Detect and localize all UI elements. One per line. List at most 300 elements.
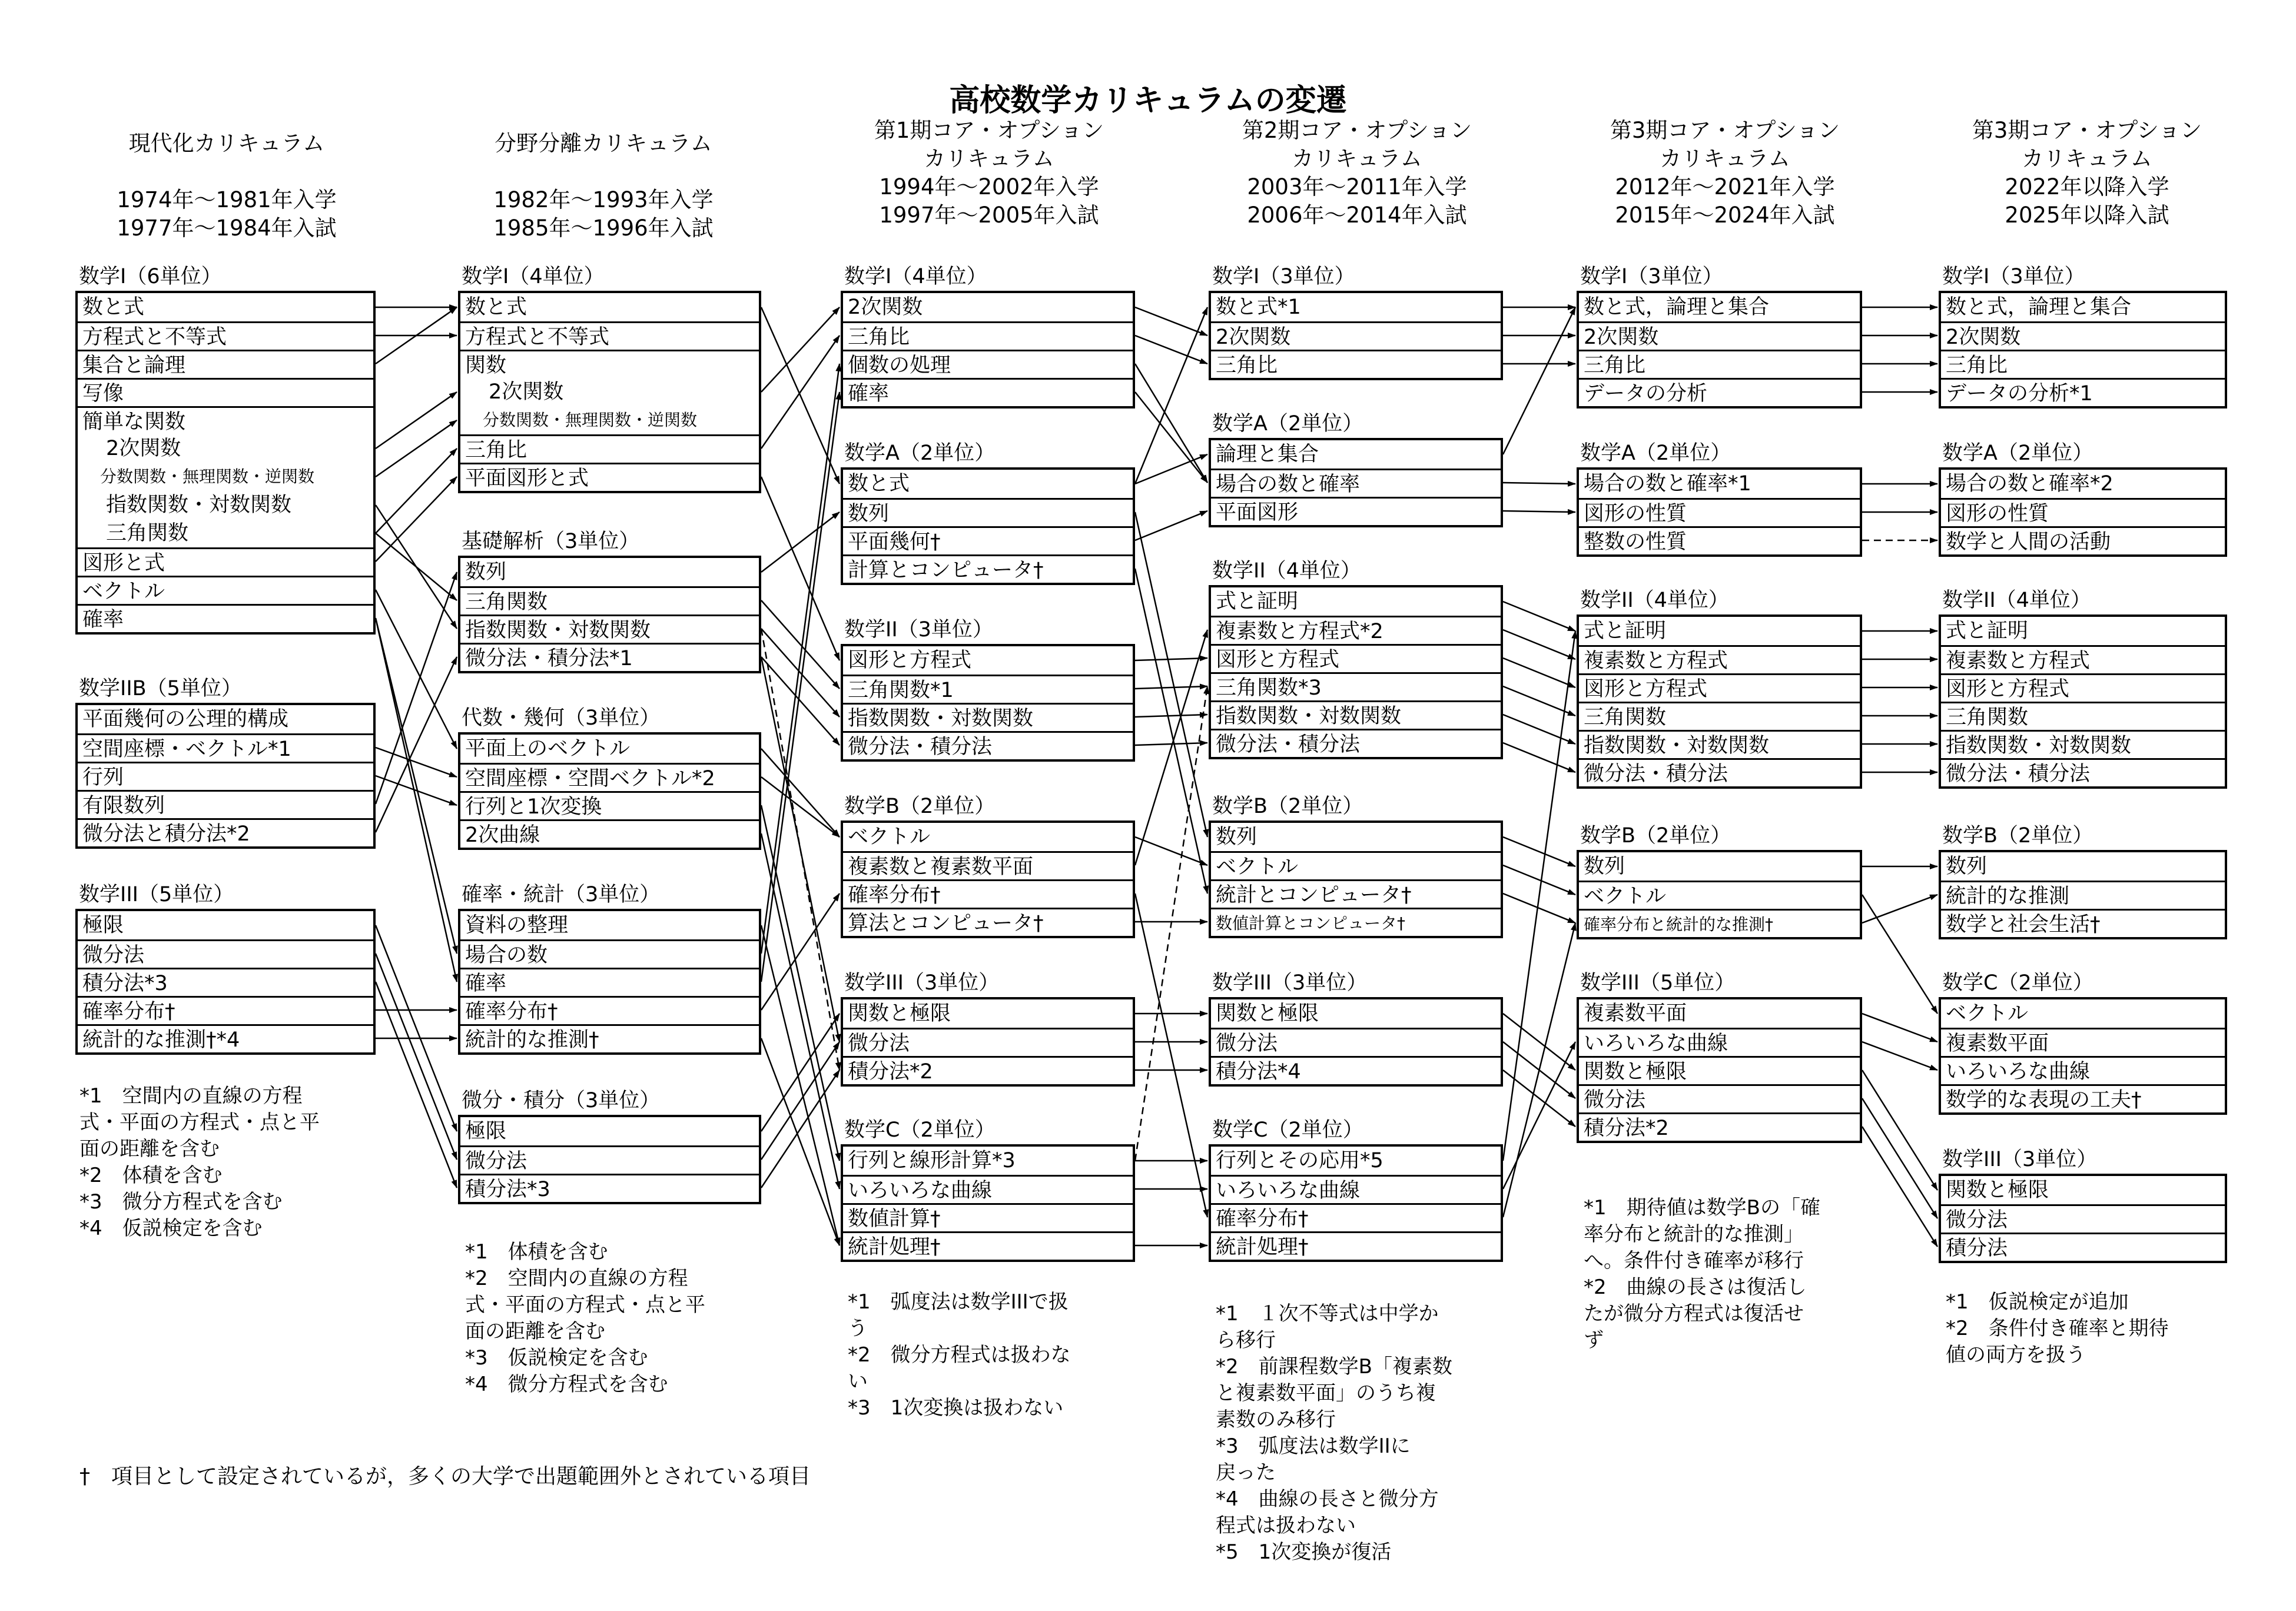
list-item: 方程式と不等式 xyxy=(460,321,759,350)
group-title: 数学III（3単位） xyxy=(1212,971,1368,995)
list-item: 指数関数・対数関数 xyxy=(1579,730,1860,758)
era-years: 2003年〜2011年入学 2006年〜2014年入試 xyxy=(1247,174,1467,228)
item-list xyxy=(1209,1144,1503,1262)
subject-group xyxy=(1577,822,1862,939)
list-item: 確率分布† xyxy=(460,996,759,1024)
item-list xyxy=(1939,467,2227,557)
list-item: 微分法と積分法*2 xyxy=(78,818,373,846)
era-name: 分野分離カリキュラム xyxy=(495,131,712,156)
list-item: 式と証明 xyxy=(1584,619,1667,643)
list-item: 平面幾何† xyxy=(843,526,1133,554)
list-item: 確率分布† xyxy=(1211,1203,1501,1231)
item-list xyxy=(458,732,761,850)
list-item: 数と式，論理と集合 xyxy=(1584,295,1770,319)
connector-arrow xyxy=(1135,686,1207,1161)
list-item: 三角比 xyxy=(1579,350,1860,378)
connector-arrow xyxy=(1135,658,1207,660)
subject-group xyxy=(75,675,376,849)
list-item: 三角比 xyxy=(843,321,1133,350)
connector-arrow xyxy=(761,336,840,449)
subject-group xyxy=(75,263,376,635)
group-title: 数学II（4単位） xyxy=(1580,589,1729,612)
list-item: 微分法 xyxy=(78,939,373,968)
item-list xyxy=(1577,291,1862,408)
connector-arrow xyxy=(1503,658,1575,687)
era-years: 1994年〜2002年入学 1997年〜2005年入試 xyxy=(879,174,1099,228)
group-title: 代数・幾何（3単位） xyxy=(462,706,661,730)
item-list xyxy=(1939,1174,2227,1263)
connector-arrow xyxy=(1135,686,1207,689)
list-item: 写像 xyxy=(78,378,373,406)
group-title: 数学A（2単位） xyxy=(1942,441,2093,465)
connector-arrow xyxy=(1135,715,1207,717)
item-list xyxy=(458,909,761,1055)
page-title: 高校数学カリキュラムの変遷 xyxy=(949,83,1347,118)
list-item: 複素数平面 xyxy=(1941,1028,2225,1056)
list-item: 数と式 xyxy=(848,472,910,496)
list-item: 数列 xyxy=(1216,825,1258,849)
list-item: 数と式，論理と集合 xyxy=(1946,295,2132,319)
subject-group xyxy=(1209,410,1503,527)
group-title: 数学B（2単位） xyxy=(1580,824,1731,848)
list-item: 三角関数 xyxy=(106,522,189,545)
connector-arrow xyxy=(1503,715,1575,744)
connector-arrow xyxy=(761,833,840,1189)
list-item: 行列 xyxy=(78,762,373,790)
list-item: 数学と人間の活動 xyxy=(1941,526,2225,554)
list-item: 分数関数・無理関数・逆関数 xyxy=(483,410,698,430)
list-item: いろいろな曲線 xyxy=(1941,1056,2225,1084)
item-list xyxy=(458,291,761,493)
era-name: 第2期コア・オプション カリキュラム xyxy=(1242,118,1472,171)
connector-arrow xyxy=(376,748,457,777)
subject-group xyxy=(458,704,761,850)
list-item: 複素数と複素数平面 xyxy=(843,851,1133,879)
list-item: 図形と方程式 xyxy=(848,649,972,672)
connector-arrow xyxy=(761,629,840,717)
list-item: ベクトル xyxy=(848,825,931,849)
group-title: 数学I（6単位） xyxy=(79,265,222,288)
list-item: 統計処理† xyxy=(1211,1231,1501,1260)
item-list xyxy=(841,821,1135,938)
list-item: 2次関数 xyxy=(1211,321,1501,350)
subject-group xyxy=(1209,1116,1503,1262)
list-item: 確率 xyxy=(843,378,1133,406)
connector-arrow xyxy=(376,533,457,600)
era-years: 1982年〜1993年入学 1985年〜1996年入試 xyxy=(493,187,714,241)
list-item: 複素数平面 xyxy=(1584,1002,1687,1025)
list-item: 積分法*2 xyxy=(1579,1112,1860,1141)
item-list xyxy=(841,997,1135,1087)
list-item: 方程式と不等式 xyxy=(78,321,373,350)
connector-arrow xyxy=(1503,743,1575,772)
list-item: 図形と式 xyxy=(78,547,373,576)
era-header-6 xyxy=(1934,117,2240,230)
list-item: 統計的な推測†*4 xyxy=(78,1024,373,1052)
list-item: 微分法 xyxy=(460,1145,759,1174)
list-item: 数値計算とコンピュータ† xyxy=(1211,908,1501,936)
item-list xyxy=(1209,997,1503,1087)
list-item: ベクトル xyxy=(1579,881,1860,909)
group-title: 数学III（5単位） xyxy=(1580,971,1736,995)
connector-arrow xyxy=(761,600,840,689)
era-header-5 xyxy=(1572,117,1878,230)
era-years: 1974年〜1981年入学 1977年〜1984年入試 xyxy=(117,187,337,241)
subject-group xyxy=(1577,969,1862,1143)
item-list xyxy=(1577,850,1862,939)
connector-arrow xyxy=(1862,895,1937,923)
subject-group xyxy=(1209,792,1503,938)
subject-group xyxy=(458,263,761,493)
subject-group xyxy=(1577,263,1862,408)
list-item: 図形と方程式 xyxy=(1579,673,1860,702)
list-item: 微分法・積分法 xyxy=(843,731,1133,759)
list-item: 簡単な関数 xyxy=(78,406,373,434)
connector-arrow xyxy=(1135,336,1207,364)
list-item: いろいろな曲線 xyxy=(843,1175,1133,1203)
subject-group xyxy=(841,616,1135,762)
subject-group xyxy=(1939,439,2227,557)
list-item: 2次関数 xyxy=(106,437,181,460)
list-item: 算法とコンピュータ† xyxy=(843,908,1133,936)
list-item: 数と式 xyxy=(465,295,527,319)
item-list xyxy=(1577,614,1862,789)
item-list xyxy=(841,1144,1135,1262)
group-title: 数学II（3単位） xyxy=(844,618,993,642)
connector-arrow xyxy=(1503,630,1575,659)
connector-arrow xyxy=(1135,307,1207,484)
list-item: 2次関数 xyxy=(848,295,923,319)
list-item: 場合の数と確率 xyxy=(1211,469,1501,497)
list-item: 数学と社会生活† xyxy=(1941,909,2225,937)
list-item: ベクトル xyxy=(78,576,373,604)
list-item: 論理と集合 xyxy=(1216,443,1319,466)
list-item: 積分法*3 xyxy=(78,968,373,996)
list-item: 統計的な推測† xyxy=(460,1024,759,1052)
connector-arrow xyxy=(1862,895,1937,1014)
connector-arrow xyxy=(1503,511,1575,512)
list-item: 2次関数 xyxy=(1941,321,2225,350)
connector-arrow xyxy=(1503,307,1575,454)
item-list xyxy=(1939,850,2227,939)
list-item: 三角関数 xyxy=(460,586,759,614)
list-item: いろいろな曲線 xyxy=(1579,1028,1860,1056)
item-list xyxy=(75,703,376,849)
item-list xyxy=(1939,997,2227,1115)
group-title: 基礎解析（3単位） xyxy=(462,530,640,553)
list-item: 関数と極限 xyxy=(1216,1002,1319,1025)
subject-group xyxy=(75,881,376,1055)
list-item: 数と式*1 xyxy=(1216,295,1301,319)
connector-arrow xyxy=(376,477,457,562)
list-item: 関数と極限 xyxy=(1946,1178,2049,1202)
list-item: 分数関数・無理関数・逆関数 xyxy=(100,467,315,486)
subject-group xyxy=(1577,586,1862,789)
group-title: 数学I（4単位） xyxy=(844,265,987,288)
subject-group xyxy=(1939,586,2227,789)
list-item: 平面上のベクトル xyxy=(465,737,631,760)
list-item: 平面幾何の公理的構成 xyxy=(82,707,289,731)
list-item: 指数関数・対数関数 xyxy=(460,614,759,643)
era-name: 第1期コア・オプション カリキュラム xyxy=(874,118,1104,171)
list-item: 行列と1次変換 xyxy=(460,791,759,819)
connector-arrow xyxy=(1135,837,1207,865)
list-item: 2次関数 xyxy=(489,380,564,404)
connector-arrow xyxy=(376,925,457,1131)
group-title: 数学II（4単位） xyxy=(1942,589,2091,612)
connector-arrow xyxy=(761,512,840,572)
list-item: 平面図形 xyxy=(1211,497,1501,525)
list-item: 式と証明 xyxy=(1946,619,2029,643)
group-title: 確率・統計（3単位） xyxy=(462,883,661,906)
list-item: 確率分布† xyxy=(78,996,373,1024)
list-item: データの分析*1 xyxy=(1941,378,2225,406)
connector-arrow xyxy=(1862,1014,1937,1042)
subject-group xyxy=(1939,1145,2227,1263)
connector-arrow xyxy=(376,449,457,533)
group-title: 数学III（5単位） xyxy=(79,883,234,906)
item-list xyxy=(1939,614,2227,789)
connector-arrow xyxy=(376,954,457,1160)
connector-arrow xyxy=(761,749,840,837)
list-item: 数列 xyxy=(843,498,1133,526)
item-list xyxy=(1577,997,1862,1143)
list-item: 図形の性質 xyxy=(1579,498,1860,526)
list-item: 積分法*3 xyxy=(460,1174,759,1202)
list-item: 微分法・積分法 xyxy=(1211,729,1501,757)
group-title: 数学C（2単位） xyxy=(1942,971,2093,995)
list-item: 微分法・積分法 xyxy=(1579,758,1860,786)
subject-group xyxy=(1577,439,1862,557)
group-title: 数学I（3単位） xyxy=(1580,265,1723,288)
era-years: 2022年以降入学 2025年以降入試 xyxy=(2005,174,2169,228)
connector-arrow xyxy=(376,657,457,832)
group-title: 微分・積分（3単位） xyxy=(462,1089,661,1112)
list-item: 空間座標・空間ベクトル*2 xyxy=(460,763,759,791)
connector-arrow xyxy=(1135,512,1207,837)
list-item: 数学的な表現の工夫† xyxy=(1941,1084,2225,1112)
list-item: 三角関数 xyxy=(1941,702,2225,730)
list-item: 微分法 xyxy=(1941,1204,2225,1233)
item-list xyxy=(458,556,761,673)
connector-arrow xyxy=(1503,631,1575,1161)
item-list xyxy=(458,1115,761,1204)
list-item: 微分法 xyxy=(1579,1084,1860,1112)
list-item: 確率 xyxy=(460,968,759,996)
connector-arrow xyxy=(761,1014,840,1131)
footnote-block: *1 期待値は数学Bの「確 率分布と統計的な推測」 へ。条件付き確率が移行 *2 曲線の長さは復活し たが微分方程式は復活せ ず xyxy=(1584,1196,1820,1352)
connector-arrow xyxy=(1135,511,1207,540)
group-title: 数学III（3単位） xyxy=(1942,1148,2098,1171)
connector-arrow xyxy=(376,572,457,804)
group-title: 数学A（2単位） xyxy=(844,441,996,465)
list-item: 図形と方程式 xyxy=(1211,644,1501,672)
list-item: 微分法 xyxy=(1211,1028,1501,1056)
connector-arrow xyxy=(1862,1042,1937,1070)
list-item: 微分法・積分法*1 xyxy=(460,643,759,671)
list-item: 複素数と方程式*2 xyxy=(1211,616,1501,644)
connector-arrow xyxy=(761,893,840,1010)
group-title: 数学I（4単位） xyxy=(462,265,605,288)
subject-group xyxy=(1939,263,2227,408)
connector-arrow xyxy=(1135,630,1207,865)
list-item: 三角関数*3 xyxy=(1211,672,1501,700)
era-name: 現代化カリキュラム xyxy=(128,131,325,156)
connector-arrow xyxy=(1862,1070,1937,1190)
list-item: 数と式 xyxy=(82,295,145,319)
group-title: 数学I（3単位） xyxy=(1212,265,1355,288)
connector-arrow xyxy=(1135,893,1207,1217)
group-title: 数学I（3単位） xyxy=(1942,265,2085,288)
era-header-3 xyxy=(836,117,1142,230)
list-item: 指数関数・対数関数 xyxy=(843,703,1133,731)
list-item: 指数関数・対数関数 xyxy=(1941,730,2225,758)
item-list xyxy=(841,467,1135,585)
list-item: 極限 xyxy=(465,1120,507,1143)
list-item: 2次関数 xyxy=(1579,321,1860,350)
list-item: 空間座標・ベクトル*1 xyxy=(78,733,373,762)
list-item: 場合の数と確率*2 xyxy=(1946,472,2113,496)
group-title: 数学B（2単位） xyxy=(1212,795,1363,818)
era-years: 2012年〜2021年入学 2015年〜2024年入試 xyxy=(1615,174,1835,228)
connector-arrow xyxy=(1503,837,1575,866)
list-item: 確率 xyxy=(78,604,373,632)
list-item: 2次曲線 xyxy=(460,819,759,848)
subject-group xyxy=(1209,557,1503,759)
subject-group xyxy=(841,969,1135,1087)
group-title: 数学C（2単位） xyxy=(1212,1118,1363,1142)
list-item: 複素数と方程式 xyxy=(1941,645,2225,673)
list-item: 三角関数 xyxy=(1579,702,1860,730)
list-item: 微分法 xyxy=(843,1028,1133,1056)
list-item: 式と証明 xyxy=(1216,590,1299,613)
list-item: 複素数と方程式 xyxy=(1579,645,1860,673)
list-item: 三角比 xyxy=(1211,350,1501,378)
connector-arrow xyxy=(761,307,840,392)
connector-arrow xyxy=(761,777,840,837)
connector-arrow xyxy=(1503,1014,1575,1070)
list-item: 個数の処理 xyxy=(843,350,1133,378)
connector-arrow xyxy=(1503,602,1575,631)
list-item: 行列とその応用*5 xyxy=(1216,1149,1383,1172)
list-item: 計算とコンピュータ† xyxy=(843,554,1133,583)
group-title: 数学B（2単位） xyxy=(844,795,996,818)
dagger-legend: † 項目として設定されているが，多くの大学で出題範囲外とされている項目 xyxy=(79,1464,811,1489)
list-item: 場合の数 xyxy=(460,939,759,968)
list-item: 図形の性質 xyxy=(1941,498,2225,526)
connector-arrow xyxy=(761,364,840,954)
group-title: 数学B（2単位） xyxy=(1942,824,2093,848)
item-list xyxy=(75,291,376,635)
list-item: 数列 xyxy=(465,560,507,584)
connector-arrow xyxy=(376,420,457,477)
era-name: 第3期コア・オプション カリキュラム xyxy=(1610,118,1840,171)
list-item: 場合の数と確率*1 xyxy=(1584,472,1751,496)
list-item: 確率分布と統計的な推測† xyxy=(1579,909,1860,937)
connector-arrow xyxy=(761,477,840,660)
footnote-block: *1 体積を含む *2 空間内の直線の方程 式・平面の方程式・点と平 面の距離を含む *3 仮説検定を含む *4 微分方程式を含む xyxy=(465,1240,705,1396)
item-list xyxy=(841,644,1135,762)
connector-arrow xyxy=(1135,569,1207,893)
list-item: 数列 xyxy=(1946,855,1988,878)
list-item: 関数と極限 xyxy=(1579,1056,1860,1084)
subject-group xyxy=(458,881,761,1055)
subject-group xyxy=(1939,822,2227,939)
list-item: データの分析 xyxy=(1579,378,1860,406)
list-item: 確率分布† xyxy=(843,879,1133,908)
item-list xyxy=(1209,291,1503,380)
list-item: 微分法・積分法 xyxy=(1941,758,2225,786)
group-title: 数学A（2単位） xyxy=(1212,412,1363,436)
item-list xyxy=(841,291,1135,408)
list-item: 関数 xyxy=(460,350,759,378)
connector-arrow xyxy=(761,657,840,745)
list-item: 三角比 xyxy=(1941,350,2225,378)
list-item: いろいろな曲線 xyxy=(1211,1175,1501,1203)
era-header-4 xyxy=(1204,117,1510,230)
connector-arrow xyxy=(761,392,840,982)
list-item: 図形と方程式 xyxy=(1941,673,2225,702)
list-item: 整数の性質 xyxy=(1579,526,1860,554)
list-item: 極限 xyxy=(82,914,124,937)
list-item: ベクトル xyxy=(1211,851,1501,879)
era-header-2 xyxy=(450,129,757,243)
connector-arrow xyxy=(1503,865,1575,895)
list-item: 三角関数*1 xyxy=(843,675,1133,703)
list-item: 積分法 xyxy=(1941,1233,2225,1261)
group-title: 数学IIB（5単位） xyxy=(79,677,242,700)
connector-arrow xyxy=(376,982,457,1188)
list-item: 有限数列 xyxy=(78,790,373,818)
item-list xyxy=(1577,467,1862,557)
list-item: 積分法*4 xyxy=(1211,1056,1501,1084)
list-item: 資料の整理 xyxy=(465,914,569,937)
list-item: 行列と線形計算*3 xyxy=(848,1149,1016,1172)
connector-arrow xyxy=(1135,364,1207,483)
list-item: 統計とコンピュータ† xyxy=(1211,879,1501,908)
subject-group xyxy=(1939,969,2227,1115)
item-list xyxy=(1209,821,1503,938)
connector-arrow xyxy=(1135,743,1207,745)
subject-group xyxy=(841,1116,1135,1262)
footnote-block: *1 １次不等式は中学か ら移行 *2 前課程数学B「複素数 と複素数平面」のうち複 素数のみ移行 *3 弧度法は数学IIに 戻った *4 曲線の長さと微分方 程式は扱わない *5 1次変換が復活 xyxy=(1216,1302,1452,1564)
list-item: 積分法*2 xyxy=(843,1056,1133,1084)
connector-arrow xyxy=(1503,923,1575,1217)
subject-group xyxy=(841,439,1135,585)
connector-arrow xyxy=(761,629,840,1070)
subject-group xyxy=(458,527,761,673)
list-item: ベクトル xyxy=(1946,1002,2029,1025)
list-item: 集合と論理 xyxy=(78,350,373,378)
item-list xyxy=(1939,291,2227,408)
subject-group xyxy=(1209,969,1503,1087)
connector-arrow xyxy=(761,925,840,1245)
era-header-1 xyxy=(74,129,380,243)
list-item: 数列 xyxy=(1584,855,1625,878)
subject-group xyxy=(841,263,1135,408)
list-item: 平面図形と式 xyxy=(460,463,759,491)
footnote-block: *1 空間内の直線の方程 式・平面の方程式・点と平 面の距離を含む *2 体積を含む *3 微分方程式を含む *4 仮説検定を含む xyxy=(79,1084,320,1240)
list-item: 統計的な推測 xyxy=(1941,881,2225,909)
group-title: 数学II（4単位） xyxy=(1212,559,1361,583)
subject-group xyxy=(1209,263,1503,380)
connector-arrow xyxy=(1503,1042,1575,1189)
footnote-block: *1 仮説検定が追加 *2 条件付き確率と期待 値の両方を扱う xyxy=(1946,1290,2169,1367)
list-item: 指数関数・対数関数 xyxy=(106,493,292,517)
item-list xyxy=(75,909,376,1055)
group-title: 数学C（2単位） xyxy=(844,1118,996,1142)
subject-group xyxy=(841,792,1135,938)
